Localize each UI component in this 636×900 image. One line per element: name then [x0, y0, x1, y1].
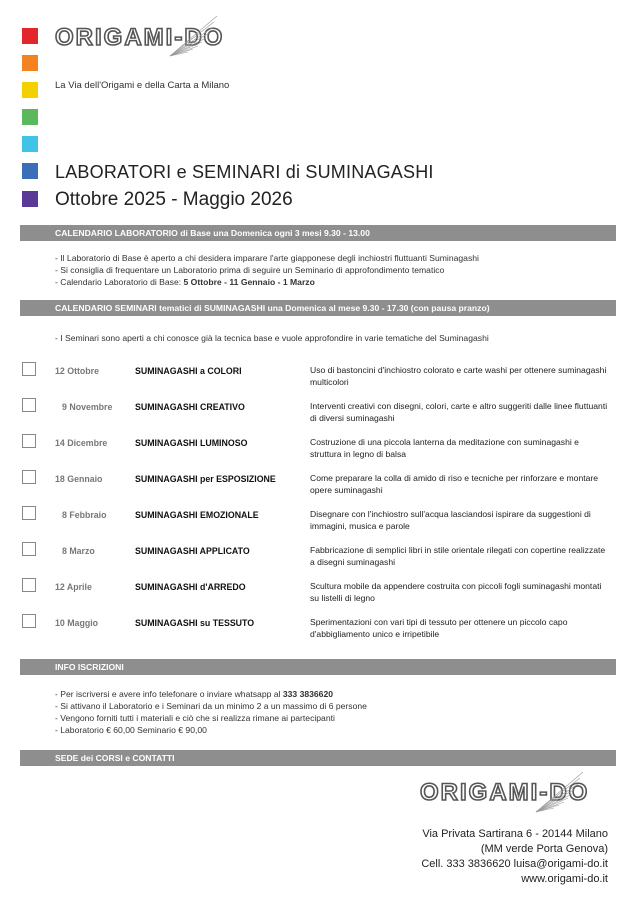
color-square-purple	[22, 191, 38, 207]
info-phone: 333 3836620	[282, 689, 334, 699]
color-square-red	[22, 28, 38, 44]
info-line-3: - Vengono forniti tutti i materiali e ciò che si realizza rimane ai partecipanti	[55, 713, 335, 723]
info-line-4: - Laboratorio € 60,00 Seminario € 90,00	[55, 725, 207, 735]
seminar-description: Fabbricazione di semplici libri in stile orientale rilegati con copertine realizzate a disegni suminagashi	[310, 545, 606, 567]
seminar-name: SUMINAGASHI d'ARREDO	[135, 582, 246, 592]
seminar-name: SUMINAGASHI a COLORI	[135, 366, 242, 376]
logo-fan-icon	[162, 12, 222, 64]
seminar-name: SUMINAGASHI LUMINOSO	[135, 438, 248, 448]
seminar-description: Interventi creativi con disegni, colori, carte e altro suggeriti dalle linee fluttuanti di diversi suminagashi	[310, 401, 608, 423]
seminar-description: Uso di bastoncini d'inchiostro colorato e carte washi per ottenere suminagashi multicolori	[310, 365, 607, 387]
seminar-date: 8 Marzo	[62, 546, 95, 556]
color-square-cyan	[22, 136, 38, 152]
seminar-name: SUMINAGASHI CREATIVO	[135, 402, 245, 412]
seminar-date: 8 Febbraio	[62, 510, 107, 520]
seminar-checkbox[interactable]	[22, 542, 36, 556]
seminar-name: SUMINAGASHI per ESPOSIZIONE	[135, 474, 276, 484]
seminar-description: Sperimentazioni con vari tipi di tessuto per ottenere un piccolo capo d'abbigliamento unico e irripetibile	[310, 617, 568, 639]
laboratorio-bar: CALENDARIO LABORATORIO di Base una Domenica ogni 3 mesi 9.30 - 13.00	[20, 225, 616, 241]
seminar-row	[0, 398, 636, 432]
seminar-checkbox[interactable]	[22, 506, 36, 520]
laboratorio-calendar-dates: 5 Ottobre - 11 Gennaio - 1 Marzo	[183, 277, 315, 287]
seminar-date: 10 Maggio	[55, 618, 99, 628]
seminar-row	[0, 506, 636, 540]
website-link[interactable]: www.origami-do.it	[521, 873, 608, 885]
logo-top: ORIGAMI-DO	[55, 24, 225, 51]
seminar-date: 14 Dicembre	[55, 438, 108, 448]
metro-line: (MM verde Porta Genova)	[480, 843, 608, 855]
seminar-date: 9 Novembre	[62, 402, 113, 412]
seminar-row	[0, 470, 636, 504]
seminar-row	[0, 542, 636, 576]
seminar-row	[0, 434, 636, 468]
seminar-checkbox[interactable]	[22, 578, 36, 592]
seminar-description: Scultura mobile da appendere costruita con piccoli fogli suminagashi montati su listelli di legno	[310, 581, 602, 603]
tagline: La Via dell'Origami e della Carta a Milano	[55, 80, 230, 91]
seminar-date: 18 Gennaio	[55, 474, 103, 484]
seminar-checkbox[interactable]	[22, 614, 36, 628]
seminar-name: SUMINAGASHI APPLICATO	[135, 546, 250, 556]
seminar-description: Come preparare la colla di amido di riso e tecniche per rinforzare e montare opere suminagashi	[310, 473, 599, 495]
page-subtitle: Ottobre 2025 - Maggio 2026	[55, 189, 293, 210]
seminar-checkbox[interactable]	[22, 362, 36, 376]
laboratorio-line-1: - Il Laboratorio di Base è aperto a chi desidera imparare l'arte giapponese degli inchiostri fluttuanti Suminagashi	[55, 253, 479, 263]
seminar-row	[0, 362, 636, 396]
color-square-orange	[22, 55, 38, 71]
contact-line[interactable]: Cell. 333 3836620 luisa@origami-do.it	[421, 858, 608, 870]
color-square-blue	[22, 163, 38, 179]
laboratorio-calendar-prefix: - Calendario Laboratorio di Base:	[55, 277, 184, 287]
seminari-bar: CALENDARIO SEMINARI tematici di SUMINAGASHI una Domenica al mese 9.30 - 17.30 (con pausa pranzo)	[20, 300, 616, 316]
page-title: LABORATORI e SEMINARI di SUMINAGASHI	[55, 162, 434, 182]
address-line: Via Privata Sartirana 6 - 20144 Milano	[422, 828, 608, 840]
laboratorio-line-2: - Si consiglia di frequentare un Laboratorio prima di seguire un Seminario di approfondimento tematico	[55, 265, 445, 275]
info-line-2: - Si attivano il Laboratorio e i Seminari da un minimo 2 a un massimo di 6 persone	[55, 701, 367, 711]
info-line-1-prefix: - Per iscriversi e avere info telefonare o inviare whatsapp al	[55, 689, 283, 699]
laboratorio-calendar	[55, 276, 315, 288]
seminar-checkbox[interactable]	[22, 434, 36, 448]
color-square-green	[22, 109, 38, 125]
seminar-description: Costruzione di una piccola lanterna da meditazione con suminagashi e struttura in legno di balsa	[310, 437, 579, 459]
seminar-checkbox[interactable]	[22, 470, 36, 484]
info-bar: INFO ISCRIZIONI	[20, 659, 616, 675]
sede-bar: SEDE dei CORSI e CONTATTI	[20, 750, 616, 766]
seminar-date: 12 Ottobre	[55, 366, 99, 376]
seminar-description: Disegnare con l'inchiostro sull'acqua lasciandosi ispirare da suggestioni di immagini, musica e parole	[310, 509, 591, 531]
logo-fan-icon	[528, 768, 588, 820]
seminar-row	[0, 614, 636, 648]
seminar-checkbox[interactable]	[22, 398, 36, 412]
seminar-name: SUMINAGASHI EMOZIONALE	[135, 510, 259, 520]
color-square-yellow	[22, 82, 38, 98]
seminar-row	[0, 578, 636, 612]
seminar-name: SUMINAGASHI su TESSUTO	[135, 618, 255, 628]
info-line-1	[55, 688, 333, 700]
logo-bottom: ORIGAMI-DO	[420, 779, 590, 806]
seminar-date: 12 Aprile	[55, 582, 92, 592]
seminari-intro: - I Seminari sono aperti a chi conosce già la tecnica base e vuole approfondire in varie tematiche del Suminagashi	[55, 333, 489, 343]
